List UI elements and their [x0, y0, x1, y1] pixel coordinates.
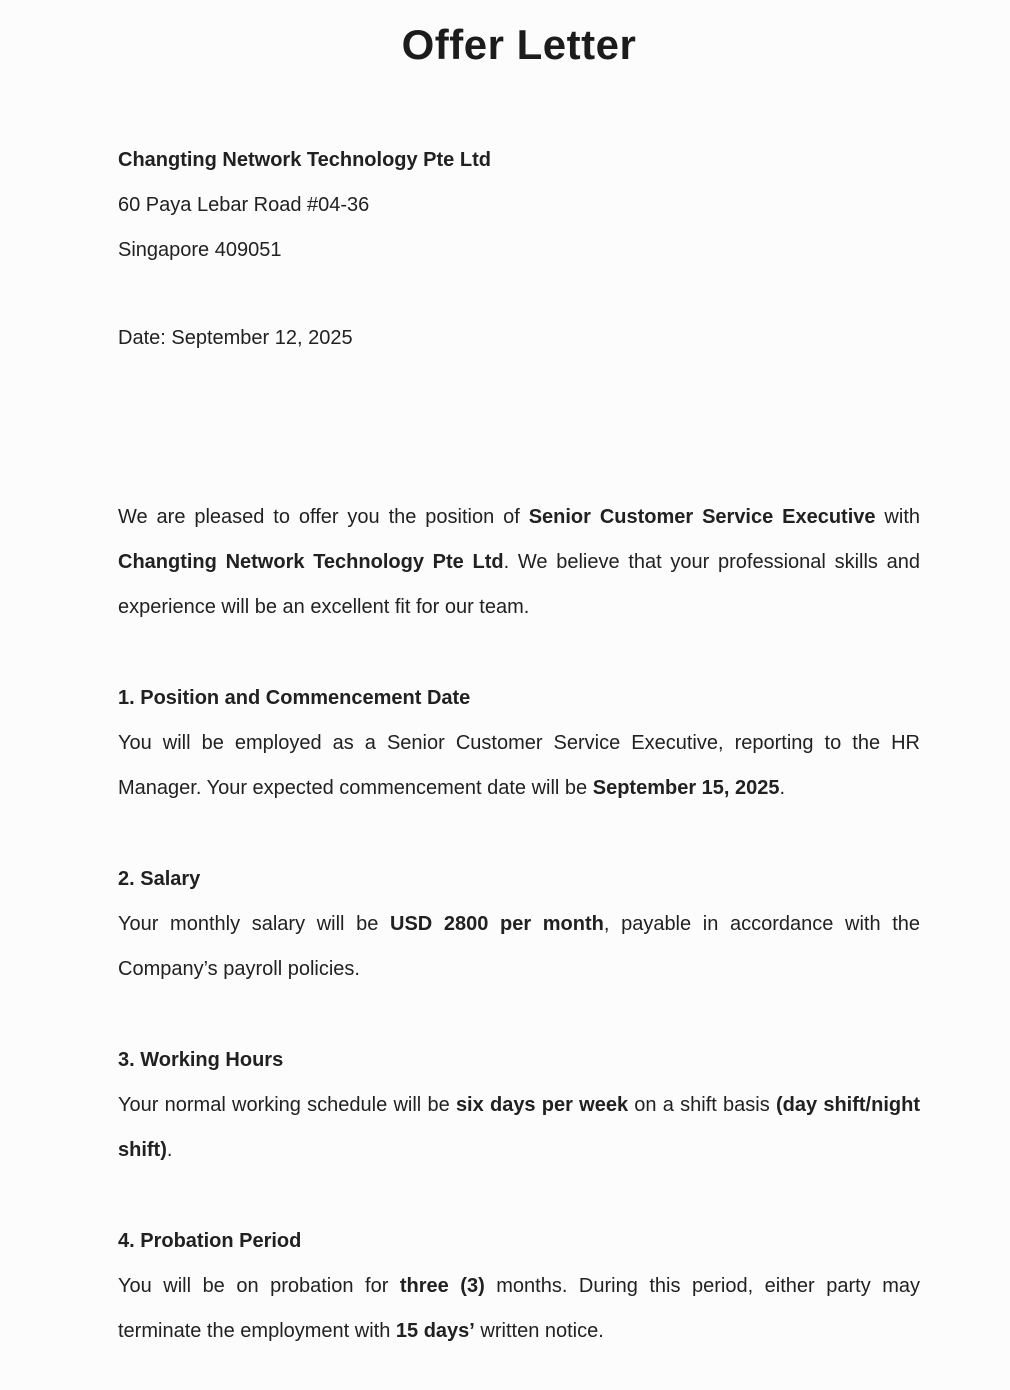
date-line: Date: September 12, 2025 [118, 327, 353, 349]
company-address: 60 Paya Lebar Road #04-36 [118, 194, 370, 216]
section-heading: 4. Probation Period [118, 1230, 302, 1252]
section-body: You will be employed as a Senior Customer Service Executive, reporting to the HR Manager. Your expected commencement date will be September 15, 2025. [118, 732, 920, 799]
document-title: Offer Letter [401, 21, 637, 68]
company-name: Changting Network Technology Pte Ltd [118, 149, 491, 171]
section-salary [118, 857, 920, 992]
section-position-commencement [118, 676, 920, 811]
section-body: You will be on probation for three (3) months. During this period, either party may terminate the employment with 15 days’ written notice. [118, 1275, 920, 1342]
company-city: Singapore 409051 [118, 239, 282, 261]
section-body: Your normal working schedule will be six days per week on a shift basis (day shift/night shift). [118, 1094, 920, 1161]
section-heading: 1. Position and Commencement Date [118, 687, 471, 709]
section-probation-period [118, 1219, 920, 1354]
document-content [118, 138, 920, 1354]
section-heading: 3. Working Hours [118, 1049, 284, 1071]
intro-paragraph: We are pleased to offer you the position of Senior Customer Service Executive with Changting Network Technology Pte Ltd. We believe that your professional skills and experience will be an excellent fit for our team. [118, 506, 921, 618]
section-heading: 2. Salary [118, 868, 201, 890]
company-block [118, 138, 920, 273]
section-body: Your monthly salary will be USD 2800 per month, payable in accordance with the Company’s payroll policies. [118, 913, 921, 980]
section-working-hours [118, 1038, 920, 1173]
